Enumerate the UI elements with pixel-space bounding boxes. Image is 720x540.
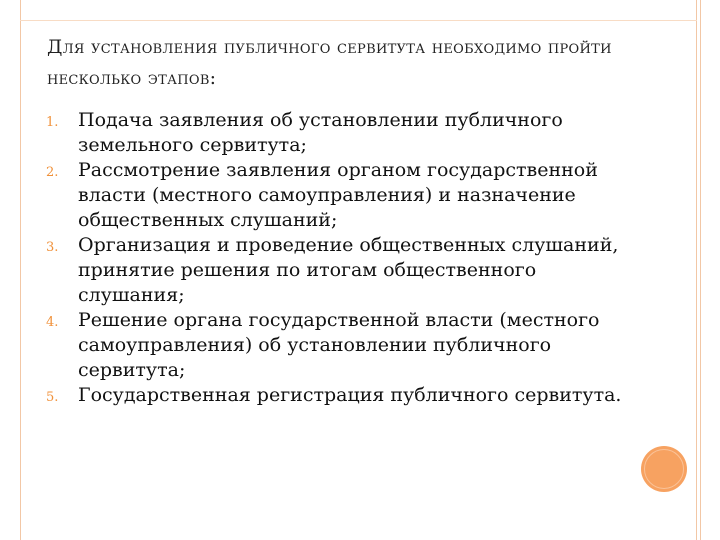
step-text: Решение органа государственной власти (местного самоуправления) об установлении публичного сервитута; [78,309,600,381]
list-item [46,308,646,383]
step-number: 2. [46,165,59,180]
step-text: Организация и проведение общественных слушаний, принятие решения по итогам общественного слушания; [78,234,619,306]
frame-left-line [20,0,21,540]
frame-right-inner-line [700,0,701,540]
frame-top-line [20,20,697,21]
steps-list [46,108,646,410]
list-item [46,108,646,158]
step-text: Государственная регистрация публичного сервитута. [78,384,622,406]
list-item [46,233,646,308]
step-text: Подача заявления об установлении публичного земельного сервитута; [78,109,563,156]
list-item [46,158,646,233]
step-number: 1. [46,115,59,130]
frame-right-line [696,0,697,540]
list-item [46,383,646,410]
step-number: 3. [46,240,59,255]
step-text: Рассмотрение заявления органом государственной власти (местного самоуправления) и назначение общественных слушаний; [78,159,598,231]
slide-title: Для установления публичного сервитута необходимо пройти несколько этапов: [47,36,612,89]
step-number: 5. [46,390,59,405]
decorative-circle-icon [641,446,687,492]
step-number: 4. [46,315,59,330]
